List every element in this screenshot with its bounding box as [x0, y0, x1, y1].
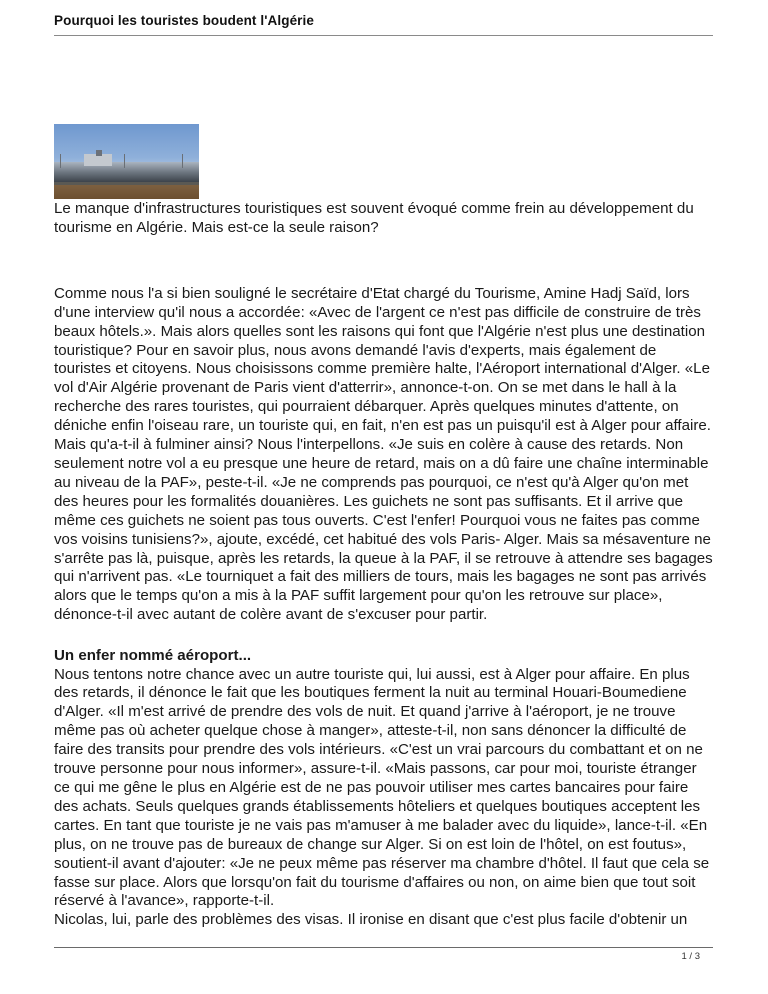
- article-paragraph: Nous tentons notre chance avec un autre touriste qui, lui aussi, est à Alger pour affaire. En plus des retards, il dénonce le fait que les boutiques ferment la nuit au terminal Houari-Boumediene d'Alger. «Il m'est arrivé de prendre des vols de nuit. Et quand j'arrive à l'aéroport, je ne trouve même pas où acheter quelque chose à manger», atteste-t-il, non sans dénoncer la difficulté de faire des transits pour prendre des vols intérieurs. «C'est un vrai parcours du combattant et on ne trouve personne pour nous informer», assure-t-il. «Mais passons, car pour moi, touriste étranger ce qui me gêne le plus en Algérie est de ne pas pouvoir utiliser mes cartes bancaires pour faire des achats. Seuls quelques grands établissements hôteliers et quelques boutiques acceptent les cartes. En tant que touriste je ne vais pas m'amuser à me balader avec du liquide», lance-t-il. «En plus, on ne trouve pas de bureaux de change sur Alger. Si on est loin de l'hôtel, on est foutus», soutient-il avant d'ajouter: «Je ne peux même pas réserver ma chambre d'hôtel. Il faut que cela se fasse sur place. Alors que lorsqu'on fait du tourisme d'affaires ou non, on aime bien que tout soit réservé à l'avance», rapporte-t-il.: [54, 665, 710, 910]
- spacer: [54, 238, 716, 285]
- article-paragraph: Nicolas, lui, parle des problèmes des visas. Il ironise en disant que c'est plus facile d'obtenir un: [54, 911, 688, 929]
- terminal-building-shape: [54, 162, 199, 182]
- document-title: Pourquoi les touristes boudent l'Algérie: [54, 13, 314, 28]
- airport-photo: [54, 124, 199, 199]
- light-pole-shape: [182, 154, 183, 168]
- page-number: 1 / 3: [681, 951, 700, 962]
- article-intro: Le manque d'infrastructures touristiques est souvent évoqué comme frein au développement du tourisme en Algérie. Mais est-ce la seule raison?: [54, 200, 694, 236]
- page-footer: [54, 947, 713, 962]
- article-paragraph: Comme nous l'a si bien souligné le secrétaire d'Etat chargé du Tourisme, Amine Hadj Saïd, lors d'une interview qu'il nous a accordée: «Avec de l'argent ce n'est pas difficile de construire de très beaux hôtels.». Mais alors quelles sont les raisons qui font que l'Algérie n'est plus une destination touristique? Pour en savoir plus, nous avons demandé l'avis d'experts, mais également de touristes et citoyens. Nous choisissons comme première halte, l'Aéroport international d'Alger. «Le vol d'Air Algérie provenant de Paris vient d'atterrir», annonce-t-on. On se met dans le hall à la recherche des rares touristes, qui pourraient débarquer. Après quelques minutes d'attente, on déniche enfin l'oiseau rare, un touriste qui, en fait, n'en est pas un puisqu'il est à Alger pour affaire. Mais qu'a-t-il à fulminer ainsi? Nous l'interpellons. «Je suis en colère à cause des retards. Non seulement notre vol a eu presque une heure de retard, mais on a dû faire une chaîne interminable au niveau de la PAF», peste-t-il. «Je ne comprends pas pourquoi, ce n'est qu'à Alger qu'on met des heures pour les formalités douanières. Les guichets ne sont pas suffisants. Et il arrive que même ces guichets ne soient pas tous ouverts. C'est l'enfer! Pourquoi vous ne faites pas comme vos voisins tunisiens?», ajoute, excédé, cet habitué des vols Paris- Alger. Mais sa mésaventure ne s'arrête pas là, puisque, après les retards, la queue à la PAF, il se retrouve à attendre ses bagages qui n'arrivent pas. «Le tourniquet a fait des milliers de tours, mais les bagages ne sont pas arrivés alors que le temps qu'on a mis à la PAF suffit largement pour qu'on les retrouve sur place», dénonce-t-il avec autant de colère avant de s'excuser pour partir.: [54, 284, 713, 624]
- light-pole-shape: [60, 154, 61, 168]
- control-tower-top-shape: [96, 150, 102, 156]
- article-body: [54, 124, 716, 930]
- section-heading: Un enfer nommé aéroport...: [54, 646, 252, 664]
- light-pole-shape: [124, 154, 125, 168]
- page-header: [54, 13, 713, 36]
- spacer: [54, 625, 716, 647]
- ground-shape: [54, 185, 199, 199]
